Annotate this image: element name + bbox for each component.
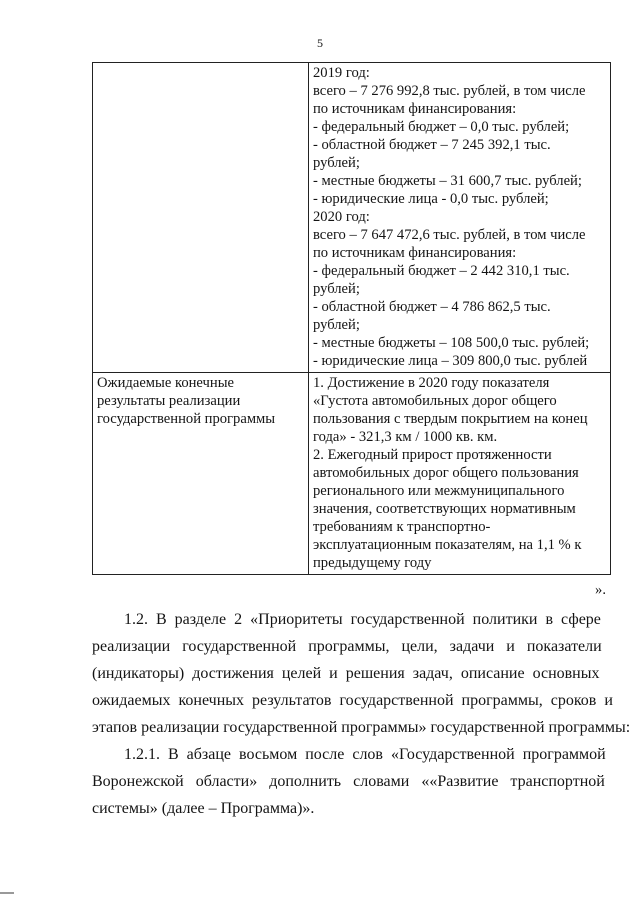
financing-line: 2020 год: [313,209,370,225]
paragraph-line: этапов реализации государственной программы» государственной программы: [92,719,631,736]
result-line: эксплуатационным показателям, на 1,1 % к [313,537,582,553]
program-passport-table [92,62,611,575]
result-line: «Густота автомобильных дорог общего [313,393,557,409]
page-number: 5 [317,36,323,50]
financing-line: - юридические лица - 0,0 тыс. рублей; [313,191,549,207]
scan-artifact-mark [0,892,14,894]
expected-results-label-cell [93,373,309,575]
financing-line: - областной бюджет – 4 786 862,5 тыс. [313,299,551,315]
financing-line: всего – 7 647 472,6 тыс. рублей, в том числе [313,227,586,243]
financing-line: - федеральный бюджет – 2 442 310,1 тыс. [313,263,570,279]
label-line: государственной программы [97,411,276,427]
result-line: значения, соответствующих нормативным [313,501,576,517]
paragraph-line: реализации государственной программы, цели, задачи и показатели [92,638,602,655]
table-row [93,63,611,373]
financing-line: - местные бюджеты – 31 600,7 тыс. рублей; [313,173,582,189]
paragraph-line: 1.2.1. В абзаце восьмом после слов «Государственной программой [92,746,606,763]
financing-line: 2019 год: [313,65,370,81]
paragraph-line: (индикаторы) достижения целей и решения задач, описание основных [92,665,600,682]
paragraph-line: 1.2. В разделе 2 «Приоритеты государственной политики в сфере [92,611,601,628]
paragraph-line: системы» (далее – Программа)». [92,800,315,817]
table-cell-empty [93,63,309,373]
financing-line: всего – 7 276 992,8 тыс. рублей, в том числе [313,83,586,99]
financing-line: по источникам финансирования: [313,101,517,117]
financing-line: - федеральный бюджет – 0,0 тыс. рублей; [313,119,570,135]
result-line: требованиям к транспортно- [313,519,491,535]
table-row [93,373,611,575]
paragraph-line: ожидаемых конечных результатов государственной программы, сроков и [92,692,613,709]
financing-line: - областной бюджет – 7 245 392,1 тыс. [313,137,551,153]
result-line: предыдущему году [313,555,432,571]
paragraph-1-2-1 [92,741,605,822]
financing-line: рублей; [313,317,360,333]
financing-line: - юридические лица – 309 800,0 тыс. рублей [313,353,588,369]
closing-quote: ». [595,582,606,598]
result-line: пользования с твердым покрытием на конец [313,411,588,427]
result-line: регионального или межмуниципального [313,483,565,499]
paragraph-line: Воронежской области» дополнить словами ««Развитие транспортной [92,773,605,790]
result-line: автомобильных дорог общего пользования [313,465,579,481]
financing-line: рублей; [313,281,360,297]
financing-line: - местные бюджеты – 108 500,0 тыс. рублей; [313,335,590,351]
financing-line: рублей; [313,155,360,171]
expected-results-cell [309,373,611,575]
paragraph-1-2 [92,606,631,741]
result-line: 1. Достижение в 2020 году показателя [313,375,550,391]
financing-cell [309,63,611,373]
financing-line: по источникам финансирования: [313,245,517,261]
label-line: Ожидаемые конечные [97,375,234,391]
result-line: года» - 321,3 км / 1000 кв. км. [313,429,498,445]
label-line: результаты реализации [97,393,241,409]
result-line: 2. Ежегодный прирост протяженности [313,447,552,463]
